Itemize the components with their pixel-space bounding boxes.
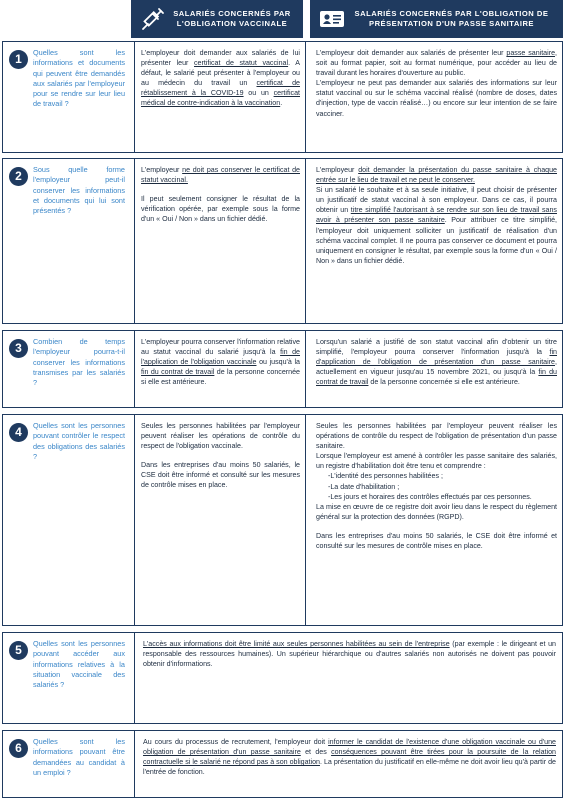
- row-2: [2, 158, 563, 324]
- header-pass: [310, 0, 563, 38]
- pass-cell: L'employeur doit demander la présentation du passe sanitaire à chaque entrée sur le lieu de travail et ne peut le conserver. Si un salarié le souhaite et à sa seule initiative, il peut choisir de présenter un justificatif de statut vaccinal à son employeur. Dans ce cas, il pourra obtenir un titre simplifié l'autorisant à se rendre sur son lieu de travail sans avoir à présenter son passe sanitaire. Pour attribuer ce titre simplifié, l'employeur doit uniquement solliciter un justificatif de réalisation d'un schéma vaccinal complet. Il ne pourra pas conserver ce document et pourra uniquement en consigner le résultat, par exemple sous la forme d'un « Oui / Non » dans un fichier dédié.: [316, 166, 557, 265]
- answer-cell: L'accès aux informations doit être limité aux seules personnes habilitées au sein de l'entreprise (par exemple : le dirigeant et un responsable des ressources humaines). Un supérieur hiérarchique ou d'autres salariés non autorisés ne doivent pas pouvoir obtenir d'informations.: [134, 633, 562, 723]
- row-4: [2, 414, 563, 626]
- row-1: [2, 41, 563, 153]
- row-number: 6: [9, 739, 28, 758]
- header-vaccinal-title: SALARIÉS CONCERNÉS PAR L'OBLIGATION VACCINALE: [173, 9, 291, 28]
- answer-cell: Au cours du processus de recrutement, l'employeur doit informer le candidat de l'existence d'une obligation vaccinale ou d'une obligation de présentation d'un passe sanitaire et des conséquences pouvant être tirées pour la poursuite de la relation contractuelle si le salarié ne répond pas à son obligation. La présentation du justificatif en elle-même ne doit avoir lieu qu'à partir de l'entrée de fonction.: [134, 731, 562, 797]
- vaccinal-cell: Seules les personnes habilitées par l'employeur peuvent réaliser les opérations de contrôle du respect de l'obligation vaccinale. Dans les entreprises d'au moins 50 salariés, le CSE doit être informé et consulté sur les mesures de contrôle mises en place.: [134, 415, 306, 625]
- row-number: 2: [9, 167, 28, 186]
- vaccinal-cell: L'employeur pourra conserver l'information relative au statut vaccinal du salarié jusqu'à la fin de l'application de l'obligation vaccinale ou jusqu'à la fin du contrat de travail de la personne concernée si elle est antérieure.: [134, 331, 306, 407]
- row-question: Combien de temps l'employeur pourra-t-il conserver les informations transmises par les salariés ?: [33, 337, 125, 388]
- pass-cell: Seules les personnes habilitées par l'employeur peuvent réaliser les opérations de contrôle du respect de l'obligation de présentation d'un passe sanitaire. Lorsque l'employeur est amené à contrôler les passe sanitaire des salariés, un registre d'habilitation doit être tenu et comprendre : -L'identité des personnes habilitées ; -La date d'habilitation ; -Les jours et horaires des contrôles effectués par ces personnes. La mise en œuvre de ce registre doit avoir lieu dans le respect du règlement général sur la protection des données (RGPD). Dans les entreprises d'au moins 50 salariés, le CSE doit être informé et consulté sur les mesures de contrôle mises en place.: [316, 422, 557, 551]
- vaccinal-cell: L'employeur ne doit pas conserver le certificat de statut vaccinal. Il peut seulement consigner le résultat de la vérification opérée, par exemple sous la forme d'un « Oui / Non » dans un fichier dédié.: [134, 159, 306, 323]
- header-pass-title: SALARIÉS CONCERNÉS PAR L'OBLIGATION DE PRÉSENTATION D'UN PASSE SANITAIRE: [354, 9, 549, 28]
- pass-cell: L'employeur doit demander aux salariés de présenter leur passe sanitaire, soit au format papier, soit au format numérique, pour accéder au lieu de travail durant les horaires d'ouverture au public. L'employeur ne peut pas demander aux salariés des informations sur leur statut vaccinal ou sur le schéma vaccinal réalisé (nombre de doses, dates d'injection, type de vaccin réalisé…) ou encore sur leur intention de se faire vacciner.: [316, 49, 557, 118]
- row-number: 1: [9, 50, 28, 69]
- row-6: [2, 730, 563, 798]
- row-question: Quelles sont les informations pouvant être demandées au candidat à un emploi ?: [33, 737, 125, 777]
- vaccinal-cell: L'employeur doit demander aux salariés de lui présenter leur certificat de statut vaccinal. A défaut, le salarié peut présenter à l'employeur ou au médecin du travail un certificat de rétablissement à la COVID-19 ou un certificat médical de contre-indication à la vaccination.: [134, 42, 306, 152]
- header-vaccinal: [131, 0, 303, 38]
- row-question: Sous quelle forme l'employeur peut-il conserver les informations et documents qui lui sont présentés ?: [33, 165, 125, 216]
- row-number: 4: [9, 423, 28, 442]
- row-5: [2, 632, 563, 724]
- id-card-icon: [318, 5, 346, 33]
- row-3: [2, 330, 563, 408]
- syringe-icon: [139, 5, 167, 33]
- row-question: Quelles sont les informations et documents qui peuvent être demandés aux salariés par l'employeur pour se rendre sur leur lieu de travail ?: [33, 48, 125, 109]
- pass-cell: Lorsqu'un salarié a justifié de son statut vaccinal afin d'obtenir un titre simplifié, l'employeur pourra conserver l'information jusqu'à la fin d'application de l'obligation de présentation d'un passe sanitaire, actuellement en vigueur jusqu'au 15 novembre 2021, ou jusqu'à la fin du contrat de travail de la personne concernée si elle est antérieure.: [316, 338, 557, 387]
- row-question: Quelles sont les personnes pouvant contrôler le respect des obligations des salariés ?: [33, 421, 125, 461]
- row-question: Quelles sont les personnes pouvant accéder aux informations relatives à la situation vaccinale des salariés ?: [33, 639, 125, 690]
- row-number: 5: [9, 641, 28, 660]
- row-number: 3: [9, 339, 28, 358]
